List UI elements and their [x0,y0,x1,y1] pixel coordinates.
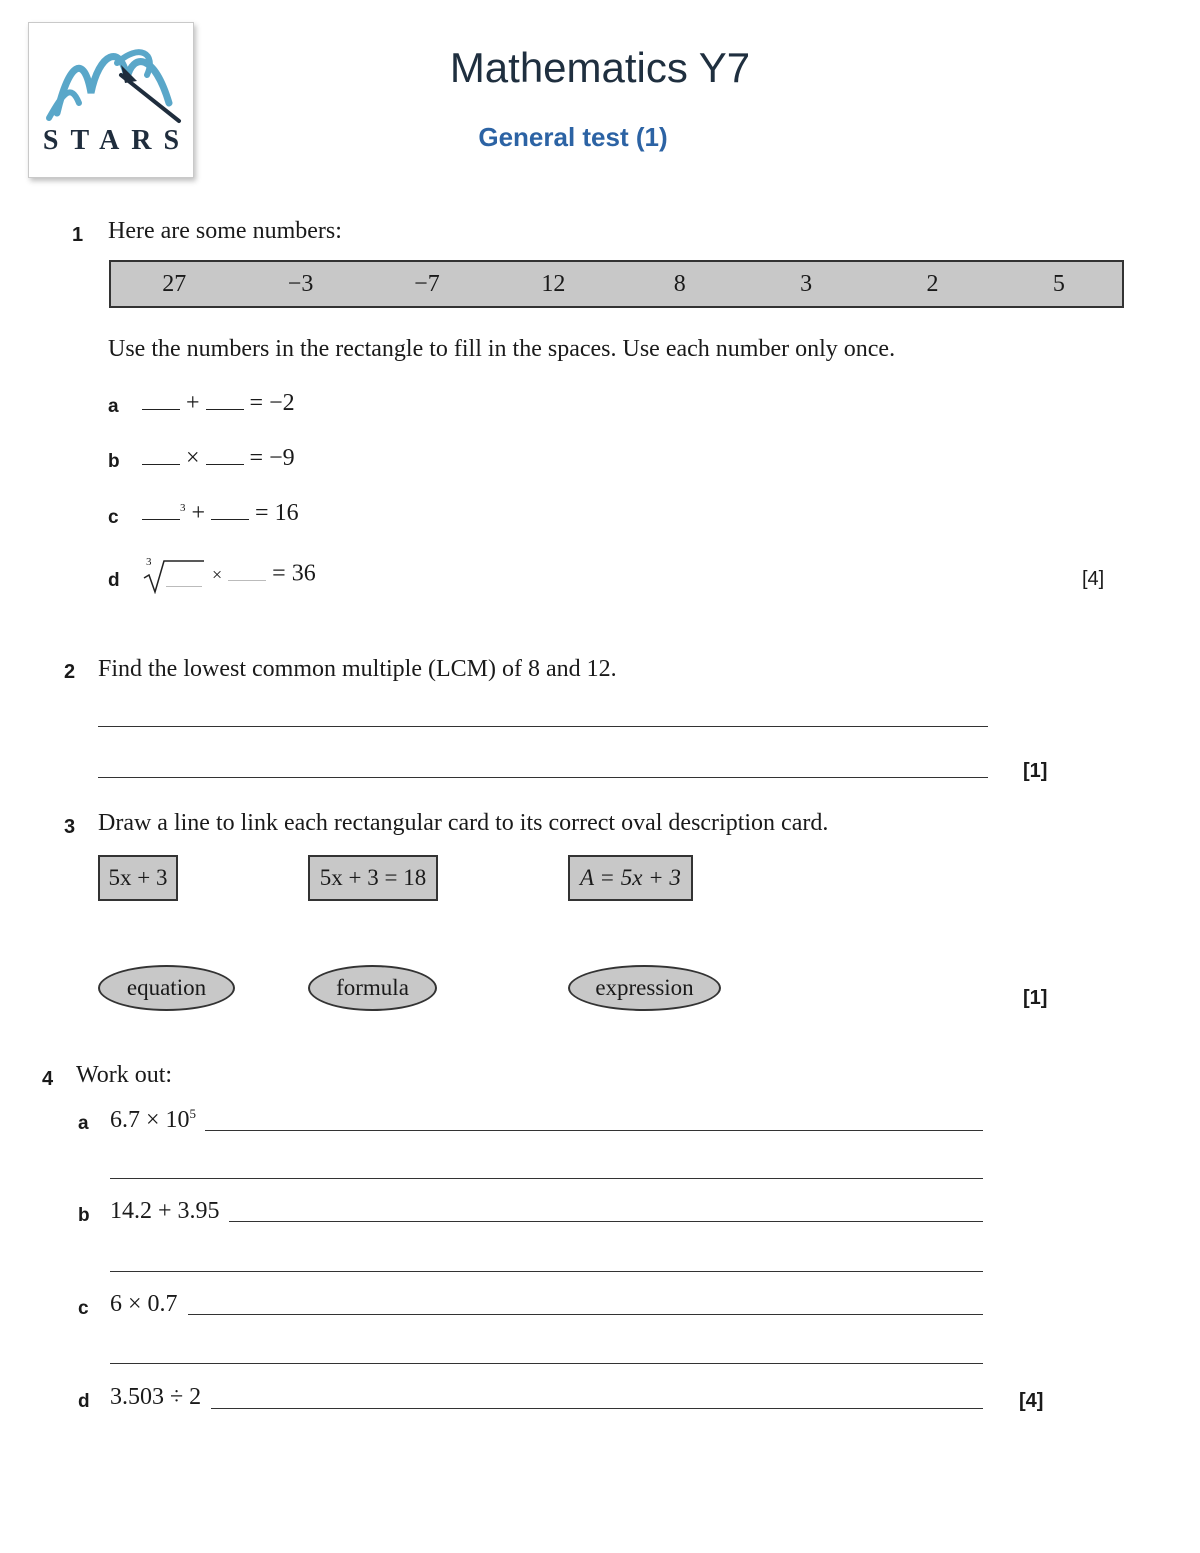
q3-card[interactable]: A = 5x + 3 [568,855,693,901]
q1d-label: d [108,570,120,591]
q2-marks: [1] [1023,760,1048,782]
q4b-answer-line[interactable] [229,1221,983,1222]
q1c-label: c [108,507,119,528]
q1b-equation [142,445,295,472]
q3-prompt: Draw a line to link each rectangular card to its correct oval description card. [98,810,829,836]
q2-number: 2 [64,661,76,683]
q1d-blank-1[interactable] [166,568,202,587]
q1-marks: [4] [1082,568,1105,590]
q3-oval[interactable]: expression [568,965,721,1011]
q4a-answer-line[interactable] [205,1130,983,1131]
q1c-operator: + [191,500,206,526]
q4d-expression: 3.503 ÷ 2 [110,1384,202,1410]
q4a-answer-line[interactable] [110,1178,983,1179]
q1-number-item: 27 [162,270,187,297]
q1c-power: 3 [180,502,186,514]
q1d-equation [142,558,316,592]
cube-root-sign [142,558,206,592]
q1a-result: = −2 [249,390,295,416]
q1b-operator: × [186,445,200,471]
q1-number-item: 8 [673,270,686,297]
q1-number-item: −3 [287,270,314,297]
q4a-expression [110,1106,196,1134]
q4d-label: d [78,1391,90,1412]
q2-prompt: Find the lowest common multiple (LCM) of 8 and 12. [98,656,617,682]
q1b-blank-1[interactable] [142,446,180,465]
page-title: Mathematics Y7 [449,44,751,91]
q1b-label: b [108,451,120,472]
q1d-result: = 36 [272,560,316,587]
stars-logo [28,22,194,178]
q4-marks: [4] [1019,1390,1044,1412]
q3-marks: [1] [1023,987,1048,1009]
q1-number-item: −7 [414,270,440,297]
q1c-result: = 16 [255,500,299,526]
q1d-operator: × [212,564,223,585]
q3-oval[interactable]: formula [308,965,437,1011]
q1a-blank-1[interactable] [142,391,180,410]
stars-logo-graphic [29,23,193,133]
q4a-label: a [78,1113,89,1134]
q4c-expression: 6 × 0.7 [110,1291,178,1317]
q4-prompt: Work out: [76,1062,173,1088]
q3-card[interactable]: 5x + 3 [98,855,178,901]
q1b-blank-2[interactable] [206,446,244,465]
q4b-answer-line[interactable] [110,1271,983,1272]
q1-instruction: Use the numbers in the rectangle to fill in the spaces. Use each number only once. [108,336,896,362]
q1a-blank-2[interactable] [206,391,244,410]
q4b-expression: 14.2 + 3.95 [110,1198,220,1224]
q1c-blank-2[interactable] [211,501,249,520]
q4a-expr-power: 5 [189,1106,197,1121]
q4-number: 4 [42,1068,54,1090]
q4c-answer-line[interactable] [110,1363,983,1364]
q1c-blank-1[interactable] [142,501,180,520]
logo-text: STARS [42,125,192,156]
q1-prompt: Here are some numbers: [108,218,342,244]
q3-number: 3 [64,816,76,838]
q4d-answer-line[interactable] [211,1408,983,1409]
q4c-answer-line[interactable] [188,1314,983,1315]
q1-number-strip [109,260,1124,308]
q3-card[interactable]: 5x + 3 = 18 [308,855,438,901]
page-subtitle: General test (1) [478,122,668,152]
q4a-expr-base: 6.7 × 10 [110,1107,190,1133]
q1-number-item: 12 [541,270,566,297]
q1d-blank-2[interactable] [228,562,266,581]
q1a-equation [142,390,295,417]
q1-number-item: 3 [800,270,813,297]
q1c-equation [142,500,299,527]
q1-number: 1 [72,224,84,246]
q1d-root-index: 3 [146,556,152,568]
q1a-operator: + [186,390,200,416]
q1a-label: a [108,396,119,417]
q3-oval[interactable]: equation [98,965,235,1011]
q4b-label: b [78,1205,90,1226]
q2-answer-line[interactable] [98,777,988,778]
q1-number-item: 2 [926,270,939,297]
q1-number-item: 5 [1052,270,1065,297]
q2-answer-line[interactable] [98,726,988,727]
q1b-result: = −9 [249,445,295,471]
q4c-label: c [78,1298,89,1319]
